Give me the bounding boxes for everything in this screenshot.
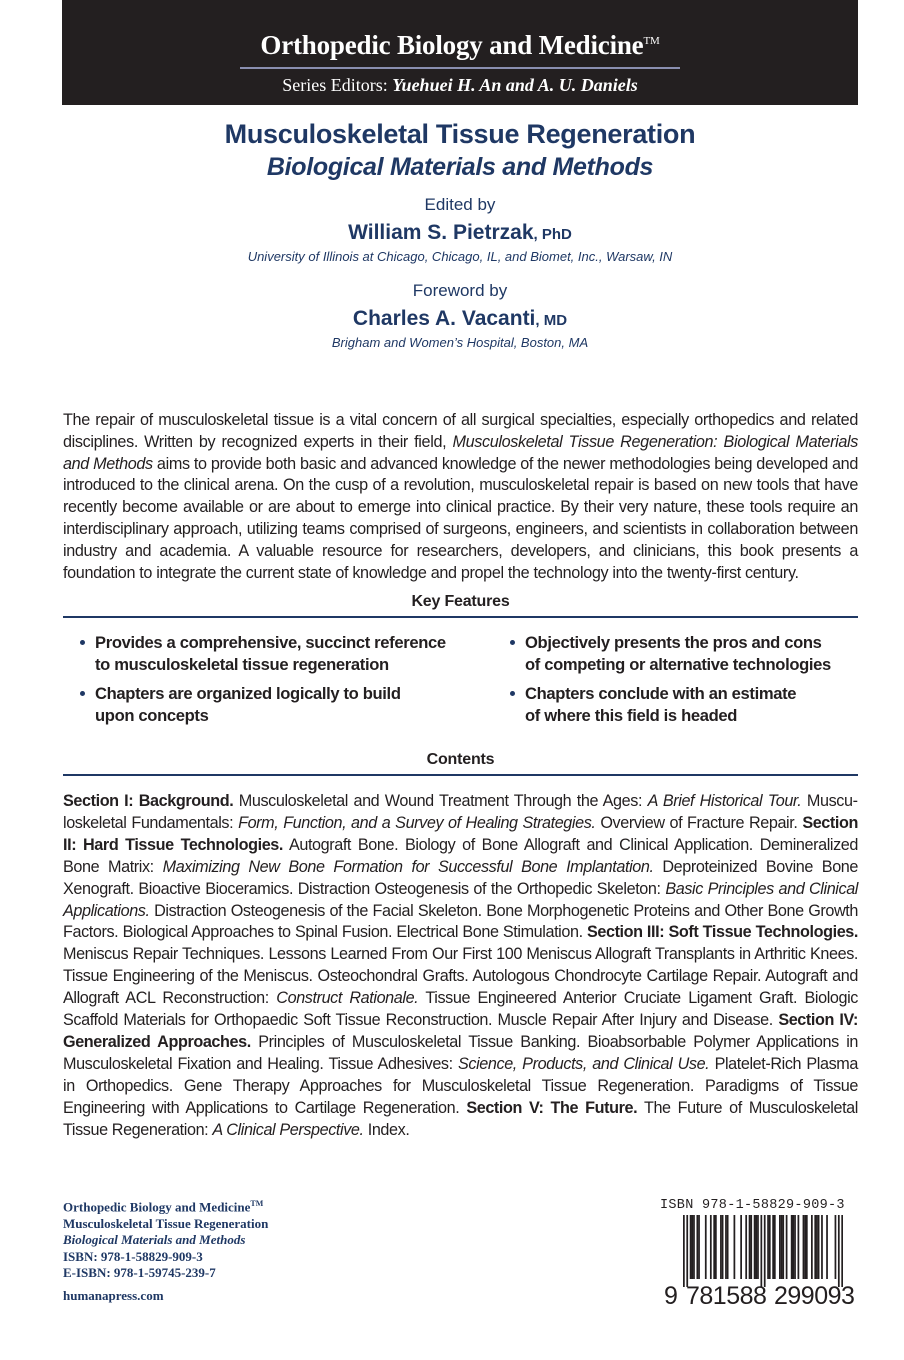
contents-chapter-text: Principles of Musculoskeletal Tissue Banking. Bioabsorbable Polymer Applications in Musculoskeletal Fixation and Healing. Tissue Adhesives: [63, 1032, 858, 1073]
feature-line: Chapters conclude with an estimate [525, 684, 797, 703]
editor-credential: , PhD [533, 226, 572, 243]
bullet-icon [80, 640, 85, 645]
series-banner [62, 0, 858, 105]
contents-section-heading: Section V: The Future. [466, 1098, 638, 1117]
barcode-bar [754, 1215, 756, 1279]
series-title [62, 30, 858, 61]
barcode-bar [781, 1215, 783, 1279]
colophon-eisbn: E-ISBN: 978-1-59745-239-7 [63, 1265, 216, 1281]
barcode-bar [698, 1215, 700, 1279]
book-subtitle: Biological Materials and Methods [266, 153, 654, 181]
barcode-bar [818, 1215, 820, 1279]
barcode-bar [764, 1215, 766, 1287]
contents-chapter-text: Tissue Engineered Anterior Cruciate Ligament Graft. Biologic Scaffold Materials for Orthopaedic Soft Tissue Reconstruction. Muscle Repair After Injury and Disease. [63, 989, 858, 1030]
contents-divider [63, 774, 858, 776]
series-editors [62, 75, 858, 96]
contents-section-heading: Section I: Background. [63, 792, 234, 810]
foreword-author [62, 306, 858, 334]
barcode-bar [750, 1215, 752, 1279]
editor-name [62, 220, 858, 248]
barcode-bar [686, 1215, 688, 1287]
series-editors-names: Yuehuei H. An and A. U. Daniels [392, 75, 638, 95]
contents-chapter-text: Autograft Bone. Biology of Bone Allograft and Clinical Application. Demineralized Bone Matrix: [63, 835, 858, 876]
barcode-bar [786, 1215, 788, 1279]
isbn-barcode [683, 1215, 843, 1287]
contents-heading: Contents [426, 751, 495, 768]
barcode-bar [816, 1215, 818, 1279]
editor-affiliation: University of Illinois at Chicago, Chicago, IL, and Biomet, Inc., Warsaw, IN [247, 249, 673, 264]
contents-chapter-subtitle: Science, Products, and Clinical Use. [458, 1054, 710, 1073]
colophon [63, 1196, 268, 1304]
feature-item [507, 632, 831, 675]
contents-section-heading: Section III: Soft Tissue Technologies. [586, 923, 858, 942]
description-text-continued: aims to provide both basic and advanced knowledge of the newer methodologies being developed and introduced to the clinical arena. On the cusp of a revolution, musculoskeletal repair is based on new tools that have recently become available or are about to emerge into clinical practice. By their very nature, these tools require an interdisciplinary approach, utilizing teams comprised of surgeons, engineers, and scientists in collaboration between industry and academia. A valuable resource for researchers, developers, and clinicians, this book presents a foundation to integrate the current state of knowledge and propel the technology into the twenty-first century. [63, 454, 858, 582]
colophon-subtitle: Biological Materials and Methods [63, 1232, 246, 1248]
barcode-digit-group-right: 299093 [774, 1282, 855, 1310]
editor-name-text: William S. Pietrzak [348, 221, 534, 244]
barcode-bar [806, 1215, 808, 1279]
barcode-isbn-label: ISBN 978-1-58829-909-3 [660, 1198, 845, 1213]
barcode-bar [720, 1215, 722, 1279]
contents-chapter-subtitle: Basic Principles and Clinical Applications. [63, 879, 858, 920]
barcode-bar [710, 1215, 712, 1279]
barcode-bar [683, 1215, 685, 1287]
barcode-bar [782, 1215, 784, 1279]
contents-chapter-subtitle: Form, Function, and a Survey of Healing Strategies. [238, 813, 596, 832]
contents-chapter-subtitle: Construct Rationale. [276, 989, 419, 1008]
key-features-divider [63, 616, 858, 618]
barcode-bar [767, 1215, 769, 1279]
edited-by-label: Edited by [424, 195, 496, 214]
barcode-bar [826, 1215, 828, 1279]
colophon-isbn: ISBN: 978-1-58829-909-3 [63, 1248, 203, 1264]
feature-line: to musculoskeletal tissue regeneration [95, 654, 389, 674]
foreword-author-name: Charles A. Vacanti [352, 307, 536, 330]
contents-chapter-text: Musculoskeletal Fundamentals: [63, 792, 858, 832]
barcode-bar [774, 1215, 776, 1279]
contents-chapter-text: The Future of Musculoskeletal Tissue Regeneration: [63, 1098, 858, 1139]
colophon-series-text: Orthopedic Biology and Medicine [63, 1199, 251, 1215]
colophon-series [63, 1196, 268, 1216]
description-text: The repair of musculoskeletal tissue is a vital concern of all surgical specialties, especially orthopedics and related disciplines. Written by recognized experts in their field, [63, 411, 858, 451]
book-title: Musculoskeletal Tissue Regeneration [224, 119, 696, 149]
barcode-bar [705, 1215, 707, 1279]
bullet-icon [510, 691, 515, 696]
contents-section-heading: Section II: Hard Tissue Technologies. [63, 813, 858, 854]
feature-item [77, 632, 446, 675]
contents-body [63, 791, 858, 1142]
foreword-credential: , MD [535, 312, 568, 329]
feature-line: upon concepts [95, 705, 209, 725]
barcode-bar [814, 1215, 816, 1279]
barcode-bar [841, 1215, 843, 1287]
barcode-bar [803, 1215, 805, 1279]
feature-line: Provides a comprehensive, succinct reference [95, 633, 446, 652]
barcode-bar [760, 1215, 762, 1287]
contents-chapter-text: Overview of Fracture Repair. [595, 813, 803, 832]
book-description [63, 410, 858, 584]
barcode-bar [779, 1215, 781, 1279]
barcode-bar [725, 1215, 727, 1279]
contents-chapter-text: Platelet-Rich Plasma in Orthopedics. Gene Therapy Approaches for Musculoskeletal Tissue Regeneration. Paradigms of Tissue Engineering with Applications to Cartilage Regeneration. [63, 1054, 858, 1117]
key-features-heading: Key Features [411, 593, 510, 610]
barcode-bar [722, 1215, 724, 1279]
feature-line: of competing or alternative technologies [525, 654, 831, 674]
barcode-bar [715, 1215, 717, 1279]
feature-line: of where this field is headed [525, 705, 738, 725]
barcode-digit-group-left: 781588 [686, 1282, 767, 1310]
barcode-bar [804, 1215, 806, 1279]
contents-section-heading: Section IV: Generalized Approaches. [63, 1011, 858, 1051]
trademark-symbol: TM [643, 35, 660, 47]
trademark-symbol: TM [250, 1199, 264, 1208]
foreword-by-label: Foreword by [412, 281, 508, 300]
barcode-bar [791, 1215, 793, 1279]
barcode-bar [693, 1215, 695, 1279]
bullet-icon [80, 691, 85, 696]
contents-chapter-text: Index. [363, 1120, 410, 1139]
barcode-bar [749, 1215, 751, 1279]
barcode-lead-digit: 9 [664, 1282, 678, 1310]
barcode-bar [690, 1215, 692, 1279]
feature-item [77, 683, 401, 726]
contents-chapter-subtitle: Maximizing New Bone Formation for Successful Bone Implantation. [162, 857, 654, 876]
contents-chapter-subtitle: A Clinical Perspective. [212, 1120, 364, 1139]
bullet-icon [510, 640, 515, 645]
banner-divider [240, 67, 680, 69]
contents-chapter-text: Musculoskeletal and Wound Treatment Through the Ages: [233, 792, 648, 810]
barcode-digits [664, 1282, 854, 1311]
series-title-text: Orthopedic Biology and Medicine [260, 30, 644, 60]
title-block [62, 117, 858, 352]
barcode-bar [838, 1215, 840, 1287]
contents-chapter-text: Distraction Osteogenesis of the Facial Skeleton. Bone Morphogenetic Proteins and Other Bone Growth Factors. Biological Approaches to Spinal Fusion. Electrical Bone Stimulation. [63, 901, 858, 942]
barcode-bar [745, 1215, 747, 1279]
description-title-italic: Musculoskeletal Tissue Regeneration: Biological Materials and Methods [63, 432, 858, 473]
barcode-bar [740, 1215, 742, 1279]
barcode-bar [835, 1215, 837, 1279]
barcode-bar [727, 1215, 729, 1279]
publisher-website[interactable]: humanapress.com [63, 1287, 164, 1303]
barcode-bar [811, 1215, 813, 1279]
feature-line: Chapters are organized logically to build [95, 684, 401, 703]
barcode-bar [821, 1215, 823, 1279]
feature-line: Objectively presents the pros and cons [525, 633, 822, 652]
barcode-bar [772, 1215, 774, 1279]
colophon-title: Musculoskeletal Tissue Regeneration [63, 1215, 269, 1231]
foreword-affiliation: Brigham and Women’s Hospital, Boston, MA [331, 335, 589, 350]
contents-chapter-text: Deproteinized Bovine Bone Xenograft. Bioactive Bioceramics. Distraction Osteogenesis of the Orthopedic Skeleton: [63, 857, 859, 898]
barcode-bar [755, 1215, 757, 1279]
contents-chapter-text: Meniscus Repair Techniques. Lessons Learned From Our First 100 Meniscus Allograft Transplants in Arthritic Knees. Tissue Engineering of the Meniscus. Osteochondral Grafts. Autologous Chondrocyte Cartilage Repair. Autograft and Allograft ACL Reconstruction: [63, 945, 858, 1008]
barcode-bar [691, 1215, 693, 1279]
barcode-bar [757, 1215, 759, 1279]
contents-chapter-subtitle: A Brief Historical Tour. [647, 792, 802, 810]
barcode-bar [794, 1215, 796, 1279]
barcode-bar [713, 1215, 715, 1279]
barcode-bar [798, 1215, 800, 1279]
barcode-bar [696, 1215, 698, 1279]
feature-item [507, 683, 796, 726]
series-editors-label: Series Editors: [282, 75, 393, 95]
barcode-bar [734, 1215, 736, 1279]
barcode-bar [769, 1215, 771, 1279]
barcode-bar [792, 1215, 794, 1279]
